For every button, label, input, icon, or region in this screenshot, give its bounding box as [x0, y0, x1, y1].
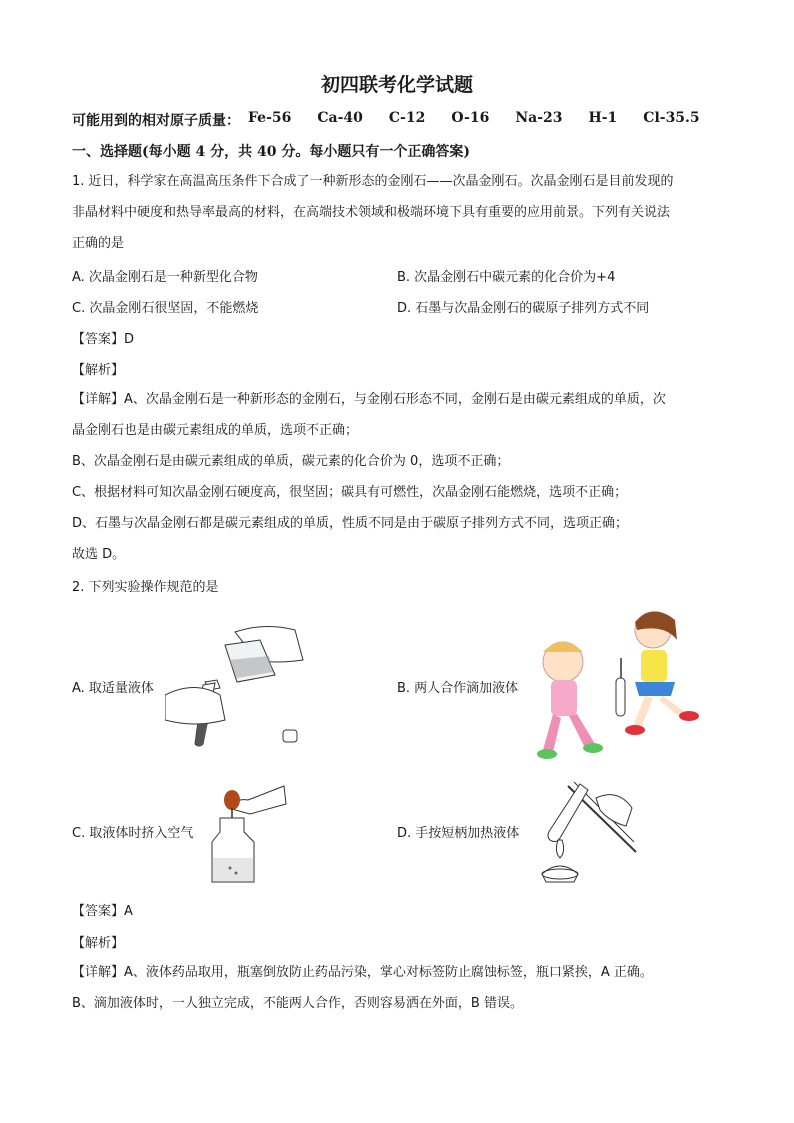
q1-option-b: B. 次晶金刚石中碳元素的化合价为+4: [397, 270, 616, 285]
atomic-mass-item: Na-23: [515, 110, 563, 126]
section-heading: 一、选择题(每小题 4 分，共 40 分。每小题只有一个正确答案): [72, 144, 470, 160]
q2-stem: 2. 下列实验操作规范的是: [72, 580, 219, 595]
atomic-mass-item: Ca-40: [317, 110, 363, 126]
q1-detail-line: 故选 D。: [72, 547, 126, 562]
q2-option-a: A. 取适量液体: [72, 681, 154, 696]
q2-detail-line: B、滴加液体时，一人独立完成，不能两人合作，否则容易洒在外面，B 错误。: [72, 996, 523, 1011]
figure-dropper-bottle: [208, 778, 288, 886]
q2-answer: 【答案】A: [72, 904, 133, 919]
q2-option-b: B. 两人合作滴加液体: [397, 681, 519, 696]
q1-option-c: C. 次晶金刚石很坚固，不能燃烧: [72, 301, 259, 316]
atomic-mass-item: C-12: [388, 110, 426, 126]
figure-heating-tube: [538, 778, 638, 886]
q1-stem-line: 1. 近日，科学家在高温高压条件下合成了一种新形态的金刚石——次晶金刚石。次晶金刚石是目前发现的: [72, 174, 674, 189]
atomic-masses-label: 可能用到的相对原子质量：: [72, 113, 240, 129]
q2-analysis-label: 【解析】: [72, 936, 125, 951]
atomic-mass-item: Fe-56: [248, 110, 292, 126]
atomic-masses-line: [72, 110, 712, 130]
q2-option-c: C. 取液体时挤入空气: [72, 826, 194, 841]
q1-stem-line: 非晶材料中硬度和热导率最高的材料，在高端技术领域和极端环境下具有重要的应用前景。下列有关说法: [72, 205, 671, 220]
q1-answer: 【答案】D: [72, 332, 135, 347]
q1-stem-line: 正确的是: [72, 236, 125, 251]
atomic-mass-item: O-16: [451, 110, 490, 126]
figure-two-girls: [525, 600, 705, 765]
q1-detail-line: C、根据材料可知次晶金刚石硬度高，很坚固；碳具有可燃性，次晶金刚石能燃烧，选项不正确；: [72, 485, 628, 500]
q1-option-d: D. 石墨与次晶金刚石的碳原子排列方式不同: [397, 301, 650, 316]
q1-detail-line: B、次晶金刚石是由碳元素组成的单质，碳元素的化合价为 0，选项不正确；: [72, 454, 510, 469]
figure-pour-liquid: [165, 620, 310, 750]
q1-detail-line: D、石墨与次晶金刚石都是碳元素组成的单质，性质不同是由于碳原子排列方式不同，选项正确；: [72, 516, 629, 531]
q2-detail-line: 【详解】A、液体药品取用，瓶塞倒放防止药品污染，掌心对标签防止腐蚀标签，瓶口紧挨，A 正确。: [72, 965, 653, 980]
q1-option-a: A. 次晶金刚石是一种新型化合物: [72, 270, 258, 285]
atomic-mass-item: Cl-35.5: [643, 110, 700, 126]
q1-detail-line: 晶金刚石也是由碳元素组成的单质，选项不正确；: [72, 423, 359, 438]
page-title: 初四联考化学试题: [320, 74, 473, 96]
q2-option-d: D. 手按短柄加热液体: [397, 826, 520, 841]
q1-detail-line: 【详解】A、次晶金刚石是一种新形态的金刚石，与金刚石形态不同，金刚石是由碳元素组成的单质，次: [72, 392, 666, 407]
atomic-mass-item: H-1: [588, 110, 618, 126]
q1-analysis-label: 【解析】: [72, 363, 125, 378]
